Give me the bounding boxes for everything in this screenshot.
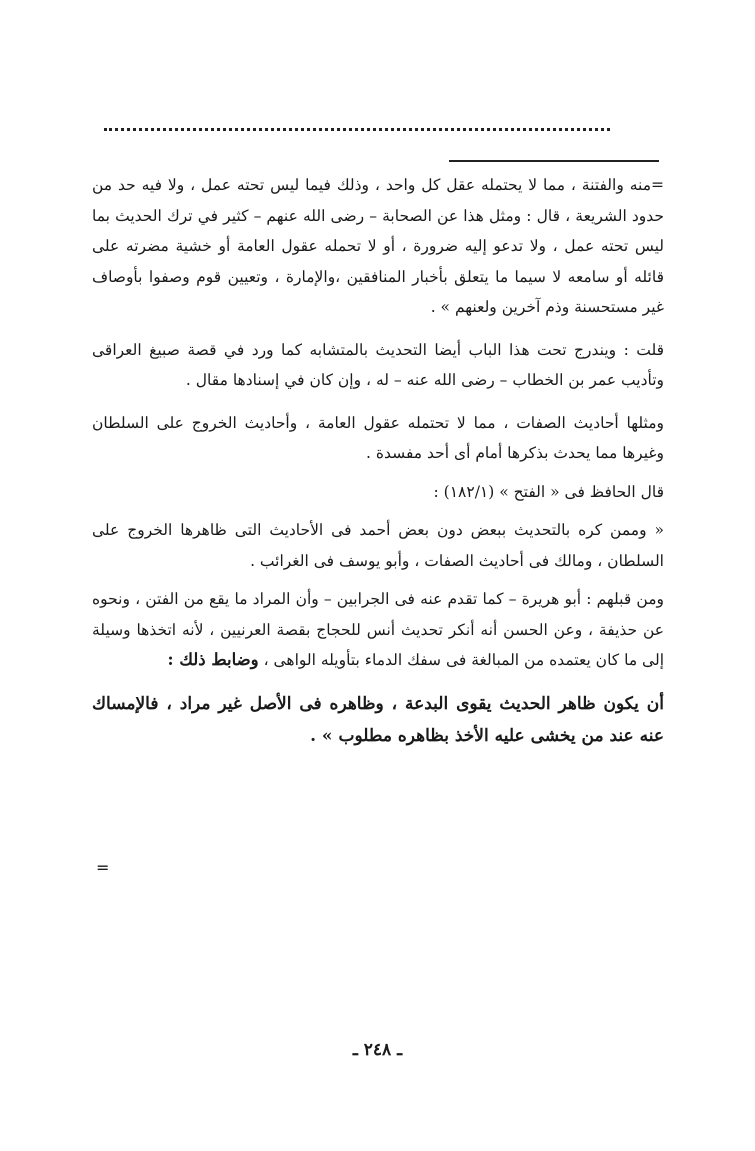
footnote-text <box>92 170 664 752</box>
footnote-bold-tail: وضابط ذلك : <box>167 650 259 669</box>
dotted-separator <box>104 128 610 131</box>
footnote-paragraph-5: « وممن كره بالتحديث ببعض دون بعض أحمد فى الأحاديث التى ظاهرها الخروج على السلطان ، ومالك فى أحاديث الصفات ، وأبو يوسف فى الغرائب . <box>92 521 664 570</box>
footnote-paragraph-1: =منه والفتنة ، مما لا يحتمله عقل كل واحد ، وذلك فيما ليس تحته عمل ، ولا فيه حد من حدود الشريعة ، قال : ومثل هذا عن الصحابة – رضى الله عنهم – كثير في ترك الحديث بما ليس تحته عمل ، ولا تدعو إليه ضرورة ، أو لا تحمله عقول العامة أو خشية مضرته على قائله أو سامعه لا سيما ما يتعلق بأخبار المنافقين ،والإمارة ، وتعيين قوم وصفوا بأوصاف غير مستحسنة وذم آخرين ولعنهم » . <box>92 176 664 316</box>
footnote-paragraph-2: قلت : ويندرج تحت هذا الباب أيضا التحديث بالمتشابه كما ورد في قصة صبيغ العراقى وتأديب عمر بن الخطاب – رضى الله عنه – له ، وإن كان في إسنادها مقال . <box>92 340 664 389</box>
footnote-paragraph-3: ومثلها أحاديث الصفات ، مما لا تحتمله عقول العامة ، وأحاديث الخروج على السلطان وغيرها مما يحدث بذكرها أمام أى أحد مفسدة . <box>92 413 664 462</box>
footnote-paragraph-6-text: ومن قبلهم : أبو هريرة – كما تقدم عنه فى الجرابين – وأن المراد ما يقع من الفتن ، ونحوه عن حذيفة ، وعن الحسن أنه أنكر تحديث أنس للحجاج بقصة العرنيين ، لأنه اتخذها وسيلة إلى ما كان يعتمده من المبالغة فى سفك الدماء بتأويله الواهى ، <box>92 590 664 669</box>
continuation-marker: = <box>96 858 110 877</box>
footnote-paragraph-6 <box>92 584 664 676</box>
footnote-paragraph-4: قال الحافظ فى « الفتح » (١٨٢/١) : <box>433 482 664 501</box>
page-number: ـ ٢٤٨ ـ <box>352 1040 403 1060</box>
footnote-quote: أن يكون ظاهر الحديث يقوى البدعة ، وظاهره فى الأصل غير مراد ، فالإمساك عنه عند من يخشى عليه الأخذ بظاهره مطلوب » . <box>92 693 664 746</box>
footnote-rule <box>449 160 659 162</box>
